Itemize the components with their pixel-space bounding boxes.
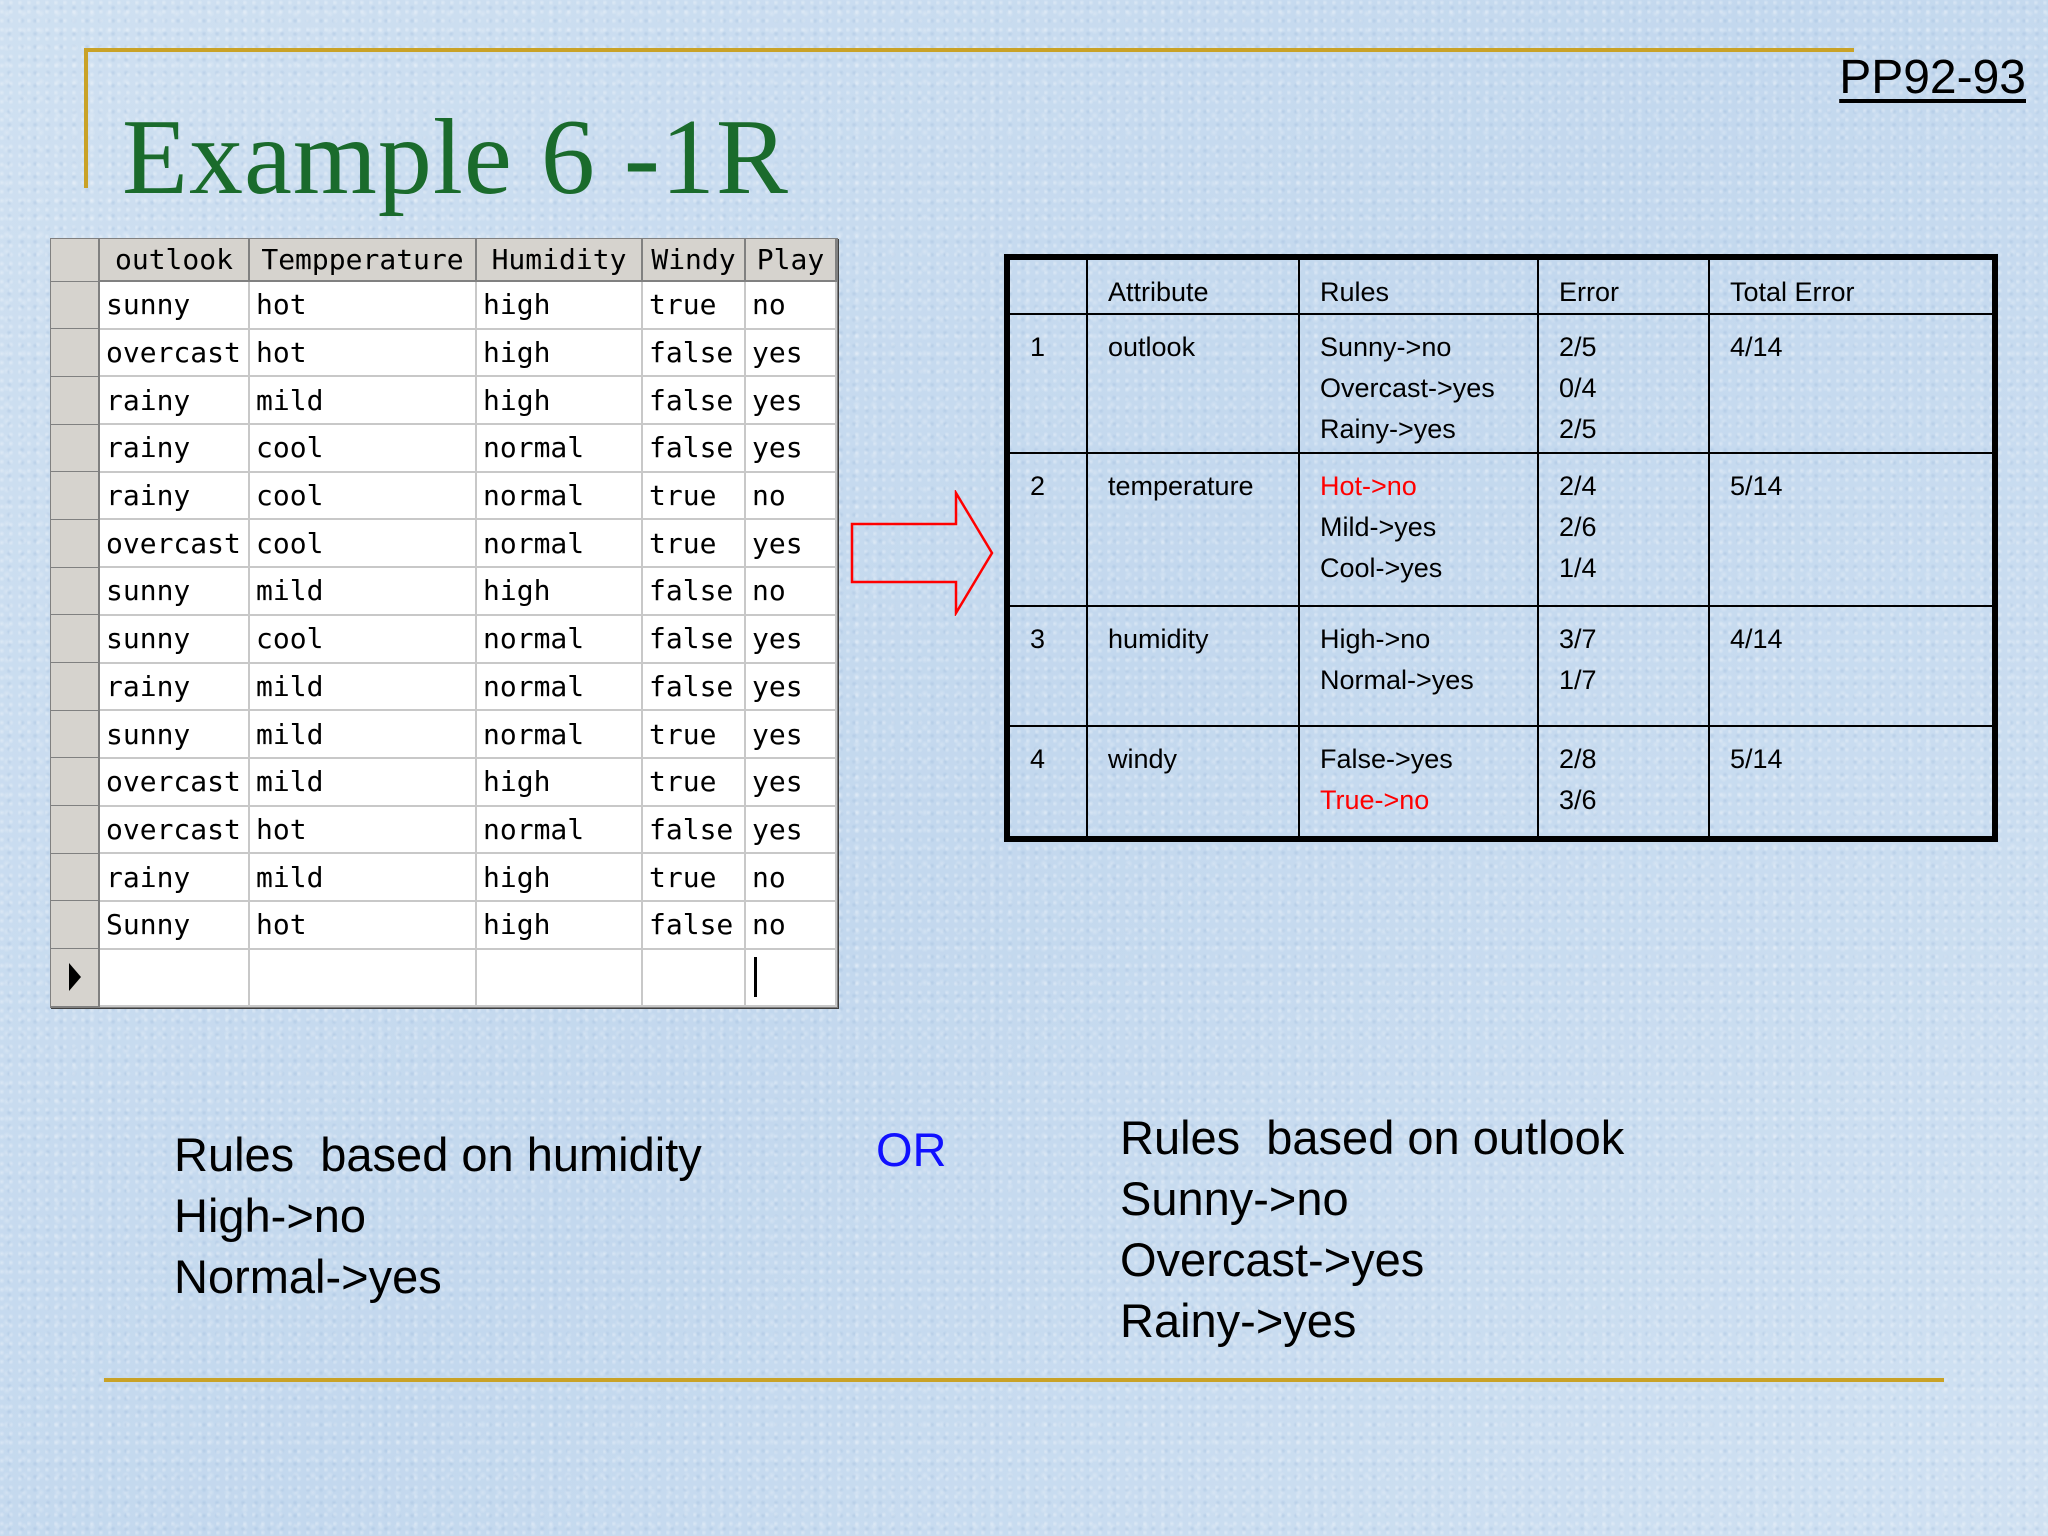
grid-row[interactable] (51, 281, 836, 329)
row-number: 1 (1009, 314, 1087, 453)
rules-cell (1299, 314, 1538, 453)
grid-row[interactable] (51, 758, 836, 806)
grid-cell[interactable]: false (642, 376, 745, 424)
summary-header-rules: Rules (1299, 259, 1538, 314)
grid-cell[interactable]: overcast (99, 806, 249, 854)
grid-cell[interactable]: rainy (99, 424, 249, 472)
grid-cell-empty[interactable] (249, 949, 476, 1006)
grid-cell[interactable]: hot (249, 329, 476, 377)
grid-cell[interactable]: mild (249, 663, 476, 711)
grid-header-play[interactable]: Play (745, 239, 836, 281)
error-cell (1538, 726, 1709, 837)
grid-cell[interactable]: normal (476, 424, 642, 472)
attribute-name: temperature (1087, 453, 1299, 606)
rule-line: Sunny->no (1320, 332, 1452, 362)
grid-cell-empty[interactable] (99, 949, 249, 1006)
page-reference: PP92-93 (1839, 51, 2026, 104)
grid-header-temperature[interactable]: Tempperature (249, 239, 476, 281)
row-pointer-icon (69, 963, 81, 991)
text-caret (754, 957, 757, 997)
grid-cell[interactable]: high (476, 329, 642, 377)
rule-line-highlighted: True->no (1320, 785, 1430, 815)
rule-line-highlighted: Hot->no (1320, 471, 1417, 501)
grid-cell[interactable]: sunny (99, 567, 249, 615)
grid-cell[interactable]: no (745, 901, 836, 949)
grid-cell[interactable]: mild (249, 853, 476, 901)
grid-cell[interactable]: overcast (99, 758, 249, 806)
grid-cell[interactable]: high (476, 281, 642, 329)
grid-row[interactable] (51, 853, 836, 901)
grid-cell[interactable]: no (745, 281, 836, 329)
outlook-rule-line: Sunny->no (1120, 1172, 1349, 1225)
rule-line: Normal->yes (1320, 665, 1474, 695)
grid-row[interactable] (51, 424, 836, 472)
row-selector[interactable] (51, 806, 99, 854)
row-selector[interactable] (51, 710, 99, 758)
grid-cell[interactable]: cool (249, 472, 476, 520)
grid-cell[interactable]: false (642, 615, 745, 663)
row-selector[interactable] (51, 519, 99, 567)
grid-cell[interactable]: hot (249, 901, 476, 949)
grid-cell[interactable]: yes (745, 710, 836, 758)
grid-row[interactable] (51, 329, 836, 377)
grid-cell[interactable]: true (642, 472, 745, 520)
grid-cell[interactable]: true (642, 519, 745, 567)
grid-new-row[interactable] (51, 949, 836, 1006)
row-number: 4 (1009, 726, 1087, 837)
grid-cell[interactable]: high (476, 901, 642, 949)
grid-cell[interactable]: yes (745, 758, 836, 806)
row-selector[interactable] (51, 424, 99, 472)
humidity-rule-line: Normal->yes (174, 1250, 442, 1303)
outlook-rule-line: Rainy->yes (1120, 1294, 1357, 1347)
summary-row-temperature (1009, 453, 1993, 606)
summary-row-humidity (1009, 606, 1993, 726)
grid-cell[interactable]: false (642, 567, 745, 615)
grid-cell[interactable]: normal (476, 615, 642, 663)
grid-cell[interactable]: high (476, 758, 642, 806)
total-error: 4/14 (1709, 314, 1993, 453)
grid-cell[interactable]: normal (476, 472, 642, 520)
grid-cell[interactable]: yes (745, 663, 836, 711)
grid-row[interactable] (51, 472, 836, 520)
grid-cell[interactable]: false (642, 424, 745, 472)
row-number: 3 (1009, 606, 1087, 726)
row-selector[interactable] (51, 853, 99, 901)
grid-cell[interactable]: yes (745, 519, 836, 567)
grid-row[interactable] (51, 615, 836, 663)
attribute-name: humidity (1087, 606, 1299, 726)
row-selector[interactable] (51, 567, 99, 615)
right-arrow-icon (850, 490, 996, 616)
grid-cell[interactable]: overcast (99, 329, 249, 377)
summary-header-error: Error (1538, 259, 1709, 314)
grid-header-outlook[interactable]: outlook (99, 239, 249, 281)
grid-cell[interactable]: false (642, 329, 745, 377)
or-label: OR (876, 1123, 947, 1176)
grid-cell[interactable]: mild (249, 376, 476, 424)
grid-row[interactable] (51, 901, 836, 949)
grid-cell[interactable]: normal (476, 519, 642, 567)
grid-cell[interactable]: normal (476, 806, 642, 854)
row-selector[interactable] (51, 663, 99, 711)
total-error: 5/14 (1709, 726, 1993, 837)
grid-cell[interactable]: yes (745, 376, 836, 424)
grid-cell[interactable]: no (745, 567, 836, 615)
left-border-line (84, 48, 88, 188)
outlook-rule-line: Overcast->yes (1120, 1233, 1425, 1286)
humidity-rule-line: High->no (174, 1189, 367, 1242)
grid-row[interactable] (51, 806, 836, 854)
row-selector[interactable] (51, 615, 99, 663)
rules-cell (1299, 726, 1538, 837)
grid-cell[interactable]: high (476, 567, 642, 615)
grid-cell[interactable]: true (642, 758, 745, 806)
grid-cell[interactable]: yes (745, 806, 836, 854)
grid-header-humidity[interactable]: Humidity (476, 239, 642, 281)
error-cell (1538, 453, 1709, 606)
rule-line: Rainy->yes (1320, 414, 1456, 444)
grid-cell[interactable]: high (476, 853, 642, 901)
grid-cell[interactable]: rainy (99, 853, 249, 901)
grid-cell[interactable]: sunny (99, 281, 249, 329)
grid-cell[interactable]: cool (249, 519, 476, 567)
grid-cell[interactable]: sunny (99, 615, 249, 663)
error-value: 2/5 (1559, 414, 1597, 444)
error-cell (1538, 606, 1709, 726)
grid-cell[interactable]: no (745, 472, 836, 520)
grid-cell[interactable]: true (642, 710, 745, 758)
grid-cell[interactable]: false (642, 663, 745, 711)
rule-line: Overcast->yes (1320, 373, 1495, 403)
grid-cell[interactable]: cool (249, 424, 476, 472)
grid-cell[interactable]: cool (249, 615, 476, 663)
error-value: 0/4 (1559, 373, 1597, 403)
grid-cell[interactable]: high (476, 376, 642, 424)
bottom-border-line (104, 1378, 1944, 1382)
grid-header-windy[interactable]: Windy (642, 239, 745, 281)
rule-line: Cool->yes (1320, 553, 1443, 583)
grid-cell[interactable]: rainy (99, 663, 249, 711)
grid-cell[interactable]: no (745, 853, 836, 901)
grid-cell[interactable]: false (642, 806, 745, 854)
grid-cell[interactable]: false (642, 901, 745, 949)
error-value: 2/4 (1559, 471, 1597, 501)
summary-header-total-error: Total Error (1709, 259, 1993, 314)
summary-row-outlook (1009, 314, 1993, 453)
outlook-rules-heading: Rules based on outlook (1120, 1111, 1625, 1164)
attribute-name: outlook (1087, 314, 1299, 453)
grid-cell[interactable]: yes (745, 424, 836, 472)
grid-cell[interactable]: normal (476, 663, 642, 711)
error-value: 3/6 (1559, 785, 1597, 815)
total-error: 4/14 (1709, 606, 1993, 726)
error-value: 3/7 (1559, 624, 1597, 654)
grid-cell[interactable]: true (642, 281, 745, 329)
grid-cell[interactable]: hot (249, 806, 476, 854)
grid-cell[interactable]: rainy (99, 376, 249, 424)
row-selector[interactable] (51, 329, 99, 377)
total-error: 5/14 (1709, 453, 1993, 606)
grid-row[interactable] (51, 519, 836, 567)
grid-cell[interactable]: yes (745, 615, 836, 663)
grid-cell[interactable]: rainy (99, 472, 249, 520)
grid-cell-empty[interactable] (745, 949, 836, 1006)
grid-cell[interactable]: Sunny (99, 901, 249, 949)
outlook-rules-block (1120, 1107, 1624, 1351)
grid-row[interactable] (51, 567, 836, 615)
grid-cell[interactable]: normal (476, 710, 642, 758)
grid-row[interactable] (51, 710, 836, 758)
grid-cell[interactable]: true (642, 853, 745, 901)
humidity-rules-block (174, 1124, 702, 1307)
grid-cell[interactable]: hot (249, 281, 476, 329)
grid-row[interactable] (51, 663, 836, 711)
humidity-rules-heading: Rules based on humidity (174, 1128, 702, 1181)
grid-row[interactable] (51, 376, 836, 424)
grid-cell[interactable]: yes (745, 329, 836, 377)
grid-corner-cell[interactable] (51, 239, 99, 281)
rule-line: High->no (1320, 624, 1431, 654)
grid-cell[interactable]: mild (249, 710, 476, 758)
rules-cell (1299, 606, 1538, 726)
summary-row-windy (1009, 726, 1993, 837)
attribute-name: windy (1087, 726, 1299, 837)
row-number: 2 (1009, 453, 1087, 606)
rule-line: False->yes (1320, 744, 1453, 774)
grid-cell-empty[interactable] (476, 949, 642, 1006)
summary-header-number (1009, 259, 1087, 314)
grid-cell[interactable]: mild (249, 758, 476, 806)
error-value: 2/8 (1559, 744, 1597, 774)
top-border-line (84, 48, 1854, 52)
grid-cell-empty[interactable] (642, 949, 745, 1006)
error-cell (1538, 314, 1709, 453)
grid-cell[interactable]: mild (249, 567, 476, 615)
row-selector[interactable] (51, 901, 99, 949)
slide-title: Example 6 -1R (122, 98, 789, 217)
grid-cell[interactable]: overcast (99, 519, 249, 567)
row-selector[interactable] (51, 472, 99, 520)
error-value: 2/5 (1559, 332, 1597, 362)
rules-cell (1299, 453, 1538, 606)
weather-data-grid (50, 238, 838, 1008)
grid-cell[interactable]: sunny (99, 710, 249, 758)
error-value: 2/6 (1559, 512, 1597, 542)
error-value: 1/4 (1559, 553, 1597, 583)
row-selector[interactable] (51, 376, 99, 424)
row-selector[interactable] (51, 281, 99, 329)
rule-line: Mild->yes (1320, 512, 1437, 542)
row-selector[interactable] (51, 758, 99, 806)
error-value: 1/7 (1559, 665, 1597, 695)
one-r-summary-table (1004, 254, 1998, 842)
summary-header-attribute: Attribute (1087, 259, 1299, 314)
new-row-selector[interactable] (51, 949, 99, 1006)
